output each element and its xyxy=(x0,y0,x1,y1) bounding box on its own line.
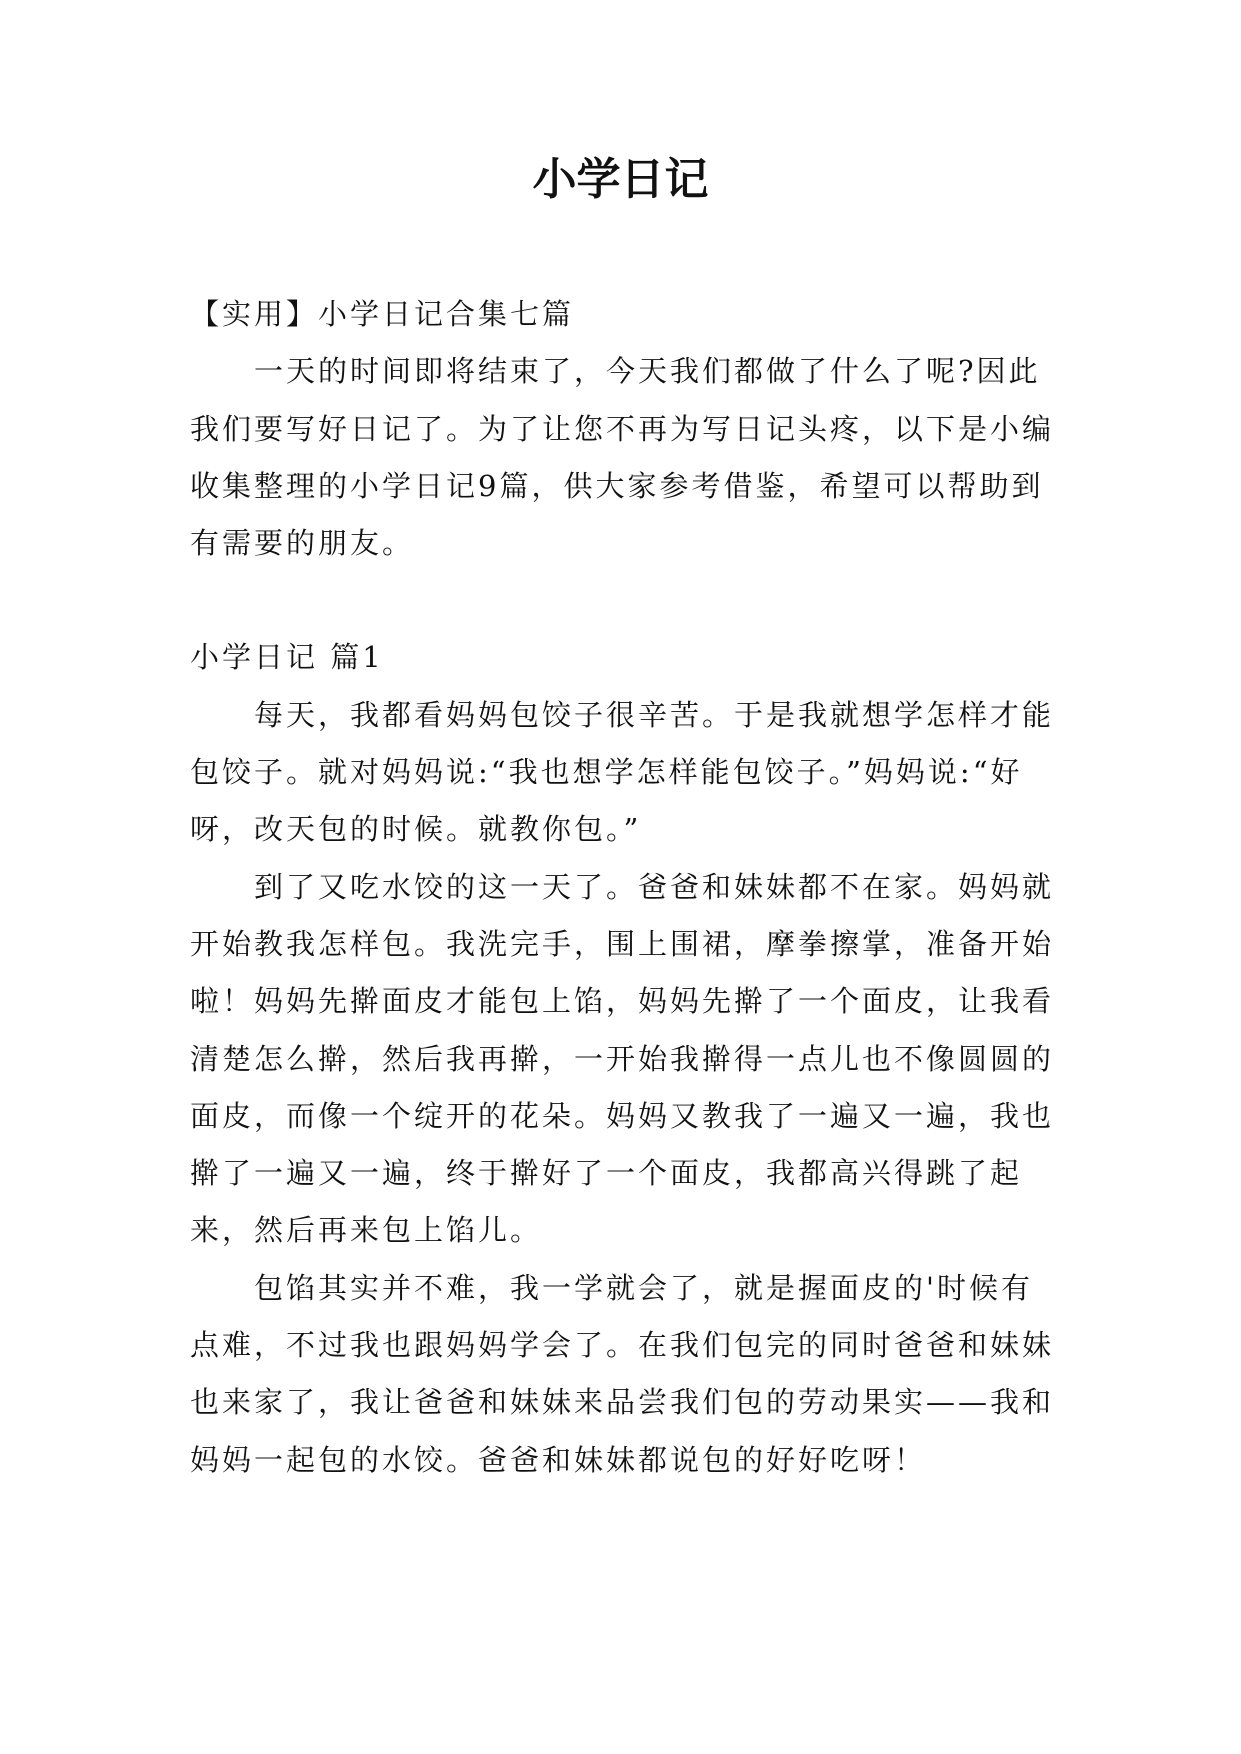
section-spacer xyxy=(190,572,1060,629)
document-subtitle: 【实用】小学日记合集七篇 xyxy=(190,297,575,331)
document-body xyxy=(190,286,1060,1489)
body-paragraph: 到了又吃水饺的这一天了。爸爸和妹妹都不在家。妈妈就开始教我怎样包。我洗完手，围上围裙，摩拳擦掌，准备开始啦！妈妈先擀面皮才能包上馅，妈妈先擀了一个面皮，让我看清楚怎么擀，然后我再擀，一开始我擀得一点儿也不像圆圆的面皮，而像一个绽开的花朵。妈妈又教我了一遍又一遍，我也擀了一遍又一遍，终于擀好了一个面皮，我都高兴得跳了起来，然后再来包上馅儿。 xyxy=(190,869,1055,1248)
section-heading: 小学日记 篇1 xyxy=(190,640,384,675)
body-paragraph: 每天，我都看妈妈包饺子很辛苦。于是我就想学怎样才能包饺子。就对妈妈说:“我也想学怎样能包饺子。”妈妈说:“好呀，改天包的时候。就教你包。” xyxy=(190,697,1055,847)
document-title: 小学日记 xyxy=(532,154,709,205)
intro-paragraph: 一天的时间即将结束了，今天我们都做了什么了呢?因此我们要写好日记了。为了让您不再为写日记头疼，以下是小编收集整理的小学日记9篇，供大家参考借鉴，希望可以帮助到有需要的朋友。 xyxy=(190,354,1055,561)
body-paragraph: 包馅其实并不难，我一学就会了，就是握面皮的'时候有点难，不过我也跟妈妈学会了。在我们包完的同时爸爸和妹妹也来家了，我让爸爸和妹妹来品尝我们包的劳动果实——我和妈妈一起包的水饺。爸爸和妹妹都说包的好好吃呀！ xyxy=(190,1270,1055,1477)
